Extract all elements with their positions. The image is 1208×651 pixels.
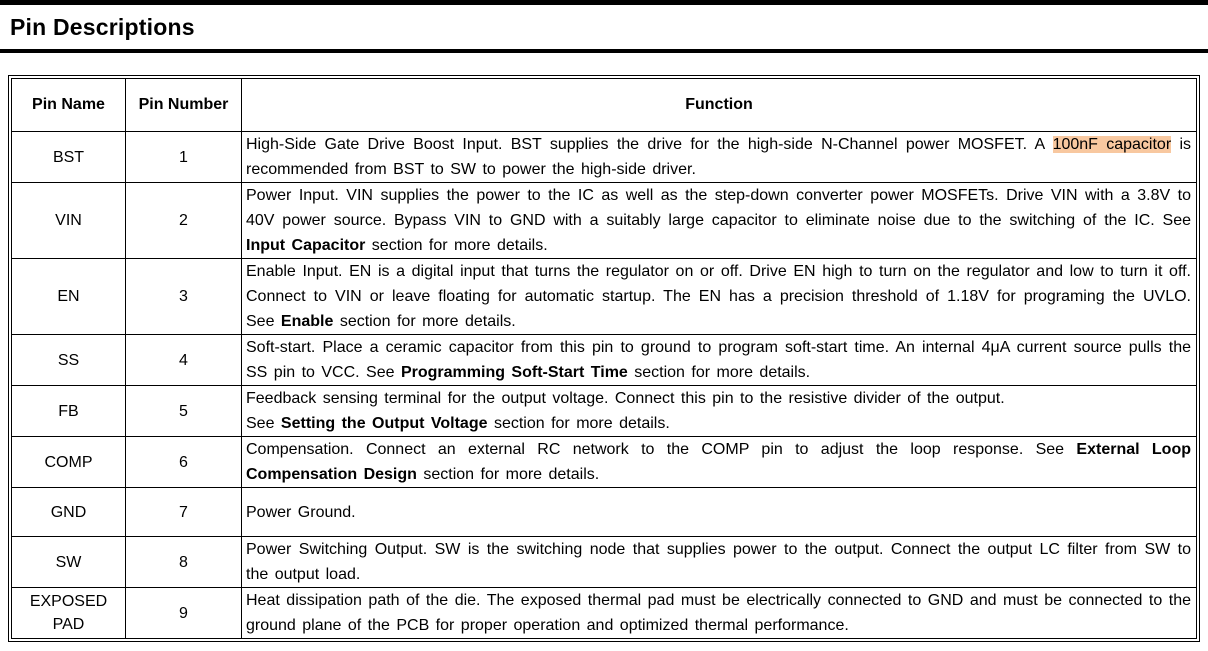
pin-row-ss xyxy=(12,335,1197,386)
function-text: Soft-start. Place a ceramic capacitor from this pin to ground to program soft-start time. An internal 4μA current source pulls the SS pin to VCC. See xyxy=(246,339,1191,381)
pin-table-body xyxy=(12,132,1197,639)
function-cell xyxy=(242,335,1197,386)
function-cell xyxy=(242,488,1197,537)
pin-name-cell: VIN xyxy=(12,183,126,259)
function-text: Power Ground. xyxy=(246,503,356,521)
function-text: section for more details. xyxy=(333,313,516,330)
pin-row-exposed-pad xyxy=(12,588,1197,639)
pin-number-cell: 2 xyxy=(126,183,242,259)
section-reference-bold: Input Capacitor xyxy=(246,237,366,254)
function-text: Feedback sensing terminal for the output voltage. Connect this pin to the resistive divider of the output. xyxy=(246,390,1005,407)
pin-name-cell: COMP xyxy=(12,437,126,488)
pin-name-cell: GND xyxy=(12,488,126,537)
function-cell xyxy=(242,588,1197,639)
column-header-pin-number: Pin Number xyxy=(126,79,242,132)
function-cell xyxy=(242,386,1197,437)
function-cell xyxy=(242,132,1197,183)
function-text: Heat dissipation path of the die. The exposed thermal pad must be electrically connected to GND and must be connected to the ground plane of the PCB for proper operation and optimized thermal performance. xyxy=(246,592,1191,634)
function-text: section for more details. xyxy=(627,364,811,381)
section-reference-bold: Programming Soft-Start Time xyxy=(400,364,628,381)
pin-number-cell: 7 xyxy=(126,488,242,537)
title-underline-rule xyxy=(0,49,1208,53)
pin-number-cell: 8 xyxy=(126,537,242,588)
pin-row-comp xyxy=(12,437,1197,488)
function-text: See xyxy=(246,415,281,432)
pin-name-cell: EN xyxy=(12,259,126,335)
pin-row-en xyxy=(12,259,1197,335)
pin-row-gnd xyxy=(12,488,1197,537)
function-text: section for more details. xyxy=(416,466,600,483)
pin-number-cell: 5 xyxy=(126,386,242,437)
function-text: Compensation. Connect an external RC network to the COMP pin to adjust the loop response. See xyxy=(246,441,1077,458)
function-text: Enable Input. EN is a digital input that turns the regulator on or off. Drive EN high to turn on the regulator and low to turn it off. Connect to VIN or leave floating for automatic startup. The EN has a precision threshold of 1.18V for programing the UVLO. See xyxy=(246,263,1191,330)
pin-number-cell: 6 xyxy=(126,437,242,488)
pin-row-sw xyxy=(12,537,1197,588)
pin-name-cell: EXPOSED PAD xyxy=(12,588,126,639)
function-text: High-Side Gate Drive Boost Input. BST supplies the drive for the high-side N-Channel power MOSFET. A xyxy=(246,136,1053,153)
function-text: is recommended from BST to SW to power the high-side driver. xyxy=(246,136,1192,178)
table-header-row xyxy=(12,79,1197,132)
pin-number-cell: 9 xyxy=(126,588,242,639)
pin-name-cell: SW xyxy=(12,537,126,588)
function-cell xyxy=(242,259,1197,335)
pin-name-cell: FB xyxy=(12,386,126,437)
pin-name-cell: BST xyxy=(12,132,126,183)
page-title: Pin Descriptions xyxy=(10,14,195,40)
function-text: section for more details. xyxy=(365,237,548,254)
pin-name-cell: SS xyxy=(12,335,126,386)
pin-number-cell: 4 xyxy=(126,335,242,386)
section-reference-bold: Setting the Output Voltage xyxy=(280,415,488,432)
pin-row-vin xyxy=(12,183,1197,259)
function-cell xyxy=(242,437,1197,488)
function-text: Power Input. VIN supplies the power to the IC as well as the step-down converter power MOSFETs. Drive VIN with a 3.8V to 40V power source. Bypass VIN to GND with a suitably large capacitor to eliminate noise due to the switching of the IC. See xyxy=(246,187,1191,229)
function-text: Power Switching Output. SW is the switching node that supplies power to the output. Connect the output LC filter from SW to the output load. xyxy=(246,541,1191,583)
section-reference-bold: Enable xyxy=(280,313,334,330)
pin-descriptions-table-frame xyxy=(8,75,1200,642)
pin-row-fb xyxy=(12,386,1197,437)
pin-number-cell: 3 xyxy=(126,259,242,335)
function-cell xyxy=(242,537,1197,588)
pin-number-cell: 1 xyxy=(126,132,242,183)
top-rule xyxy=(0,0,1208,5)
section-reference-bold: External Loop Compensation Design xyxy=(246,441,1191,483)
function-text: section for more details. xyxy=(487,415,670,432)
column-header-pin-name: Pin Name xyxy=(12,79,126,132)
highlighted-text: 100nF capacitor xyxy=(1052,136,1172,153)
pin-descriptions-table xyxy=(11,78,1197,639)
column-header-function: Function xyxy=(242,79,1197,132)
function-cell xyxy=(242,183,1197,259)
pin-row-bst xyxy=(12,132,1197,183)
